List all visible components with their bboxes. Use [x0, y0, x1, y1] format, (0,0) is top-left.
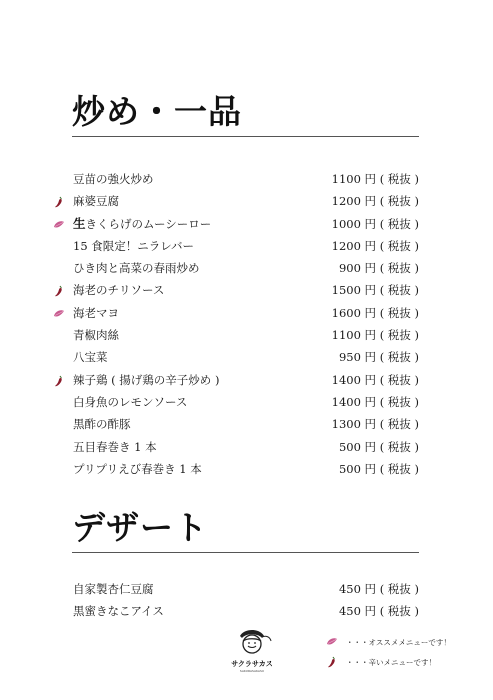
logo-subtext: SAKURASAKASU: [239, 669, 265, 673]
menu-item-name-emphasis: 生: [73, 215, 86, 231]
menu-item-name: 豆苗の強火炒め: [73, 172, 154, 186]
menu-item-name: 白身魚のレモンソース: [73, 394, 188, 409]
legend-text: ・・・辛いメニューです！: [346, 658, 436, 667]
menu-item: [0, 578, 493, 600]
menu-item-name: 黒蜜きなこアイス: [73, 604, 164, 619]
section-title-stir-fry: 炒め・一品: [72, 92, 242, 131]
menu-item-name: ひき肉と高菜の春雨炒め: [73, 261, 200, 276]
menu-item: [0, 324, 493, 346]
menu-item-price: 1200 円 ( 税抜 ): [331, 194, 419, 209]
dessert-menu-list: [0, 578, 493, 623]
menu-item-price: 1300 円 ( 税抜 ): [331, 417, 419, 432]
menu-item: [0, 257, 493, 279]
chili-icon: [53, 285, 65, 297]
logo-icon: [226, 626, 278, 660]
petal-icon: [326, 636, 338, 648]
menu-item: [0, 413, 493, 435]
section-divider: [72, 136, 419, 137]
menu-item-name: プリプリえび春巻き 1 本: [73, 461, 202, 476]
menu-item: [0, 302, 493, 324]
menu-item: [0, 346, 493, 368]
menu-item-name: 海老のチリソース: [73, 283, 165, 298]
stir-fry-menu-list: [0, 168, 493, 480]
menu-item-name: 海老マヨ: [73, 305, 119, 320]
menu-item-name: 青椒肉絲: [73, 328, 119, 343]
menu-item: [0, 213, 493, 235]
menu-item-price: 450 円 ( 税抜 ): [338, 604, 419, 619]
menu-item-price: 950 円 ( 税抜 ): [338, 350, 419, 365]
chili-icon: [326, 656, 338, 668]
menu-item: [0, 235, 493, 257]
menu-item: [0, 600, 493, 622]
menu-item-name: 辣子鶏 ( 揚げ鶏の辛子炒め ): [73, 372, 220, 387]
menu-item-name: 八宝菜: [73, 350, 108, 365]
menu-item: [0, 458, 493, 480]
logo-text: サクラサカス: [231, 660, 273, 668]
menu-item-price: 450 円 ( 税抜 ): [338, 582, 419, 596]
petal-icon: [53, 308, 65, 320]
menu-item-price: 1100 円 ( 税抜 ): [331, 328, 419, 343]
menu-item-price: 500 円 ( 税抜 ): [338, 439, 419, 454]
menu-item-name: 15 食限定！ニラレバー: [73, 238, 194, 253]
menu-item-name: 自家製杏仁豆腐: [73, 582, 154, 596]
restaurant-logo: [226, 626, 278, 674]
menu-item: [0, 190, 493, 212]
chili-icon: [53, 196, 65, 208]
menu-item-price: 1400 円 ( 税抜 ): [331, 372, 419, 387]
petal-icon: [53, 219, 65, 231]
menu-item: [0, 279, 493, 301]
menu-item-price: 500 円 ( 税抜 ): [338, 461, 419, 476]
menu-item-name: 五目春巻き 1 本: [73, 439, 157, 454]
menu-item: [0, 391, 493, 413]
menu-item-price: 1600 円 ( 税抜 ): [331, 305, 419, 320]
menu-item-price: 1200 円 ( 税抜 ): [331, 238, 419, 253]
menu-item-price: 1100 円 ( 税抜 ): [331, 172, 419, 186]
legend-text: ・・・オススメメニューです！: [346, 638, 451, 647]
menu-item-name: 黒酢の酢豚: [73, 417, 131, 432]
menu-item-price: 1400 円 ( 税抜 ): [331, 394, 419, 409]
section-title-dessert: デザート: [72, 508, 208, 547]
menu-item-name: [73, 213, 211, 235]
menu-item-price: 1000 円 ( 税抜 ): [331, 216, 419, 231]
menu-item-name: 麻婆豆腐: [73, 194, 119, 209]
menu-item: [0, 436, 493, 458]
menu-item: [0, 168, 493, 190]
menu-item-name-rest: きくらげのムーシーロー: [85, 216, 212, 231]
menu-item-price: 1500 円 ( 税抜 ): [331, 283, 419, 298]
menu-item: [0, 369, 493, 391]
menu-item-price: 900 円 ( 税抜 ): [338, 261, 419, 276]
section-divider: [72, 552, 419, 553]
chili-icon: [53, 375, 65, 387]
